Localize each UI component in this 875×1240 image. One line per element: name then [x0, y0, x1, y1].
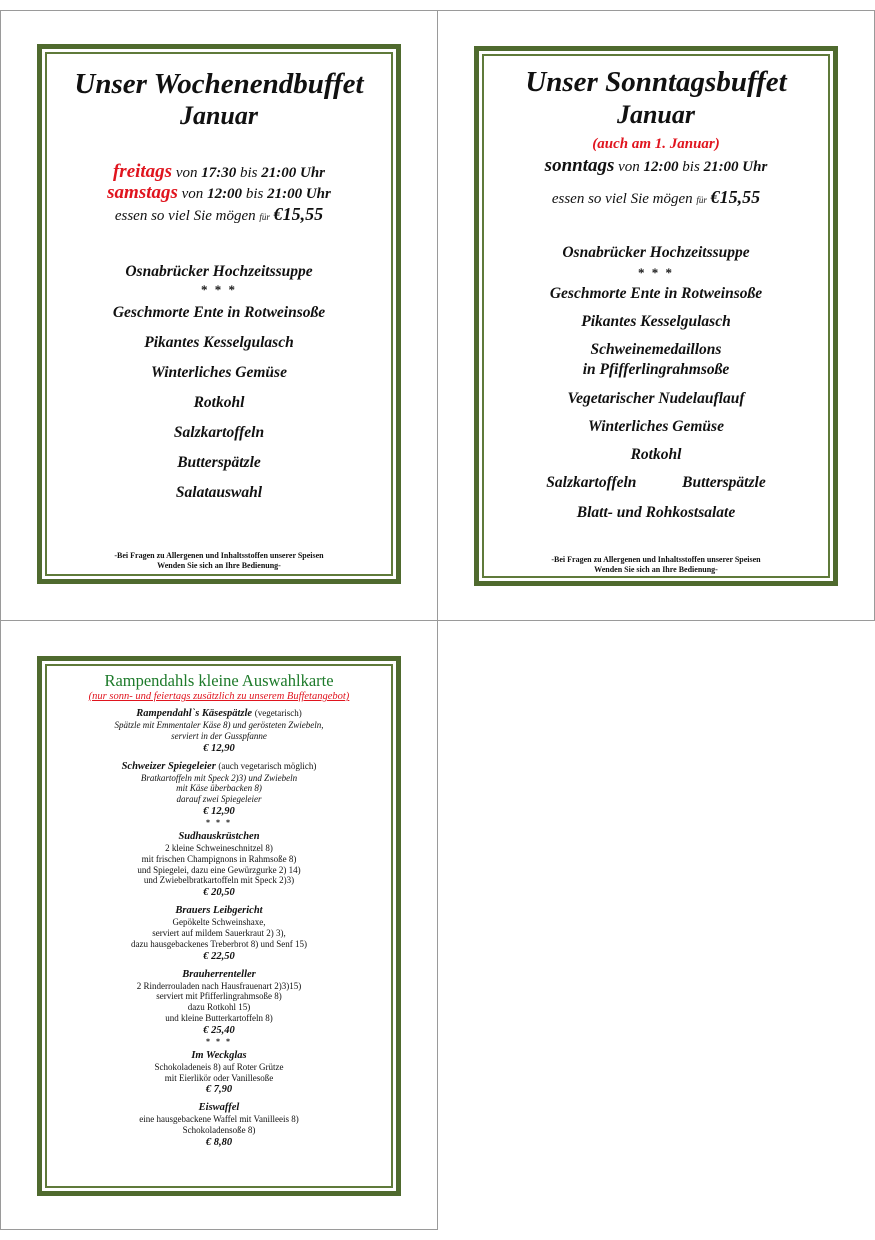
- sunday-dish-gemuese: Winterliches Gemüse: [588, 418, 724, 435]
- sunday-dish-beilagen: [487, 473, 825, 492]
- price: € 8,80: [205, 1136, 233, 1148]
- sunday-dish-salzkartoffeln: Salzkartoffeln: [546, 474, 637, 491]
- menu-item-brauers-leibgericht: Brauers Leibgericht Gepökelte Schweinshaxe, serviert auf mildem Sauerkraut 2) 3), dazu hausgebackenes Treberbrot 8) und Senf 15) € 22,50: [50, 904, 388, 962]
- sunday-price-line: essen so viel Sie mögen für €15,55: [551, 187, 761, 207]
- menu-item-sudhauskruestchen: Sudhauskrüstchen 2 kleine Schweineschnitzel 8) mit frischen Champignons in Rahmsoße 8) und Spiegelei, dazu eine Gewürzgurke 2) 14) und Zwiebelbratkartoffeln mit Speck 2)3) € 20,50: [50, 830, 388, 899]
- sunday-dish-gulasch: Pikantes Kesselgulasch: [581, 313, 731, 330]
- sunday-title: Unser Sonntagsbuffet: [525, 66, 787, 98]
- sunday-dish-medaillons-sauce: in Pfifferlingrahmsoße: [582, 361, 730, 378]
- menu-item-brauherrenteller: Brauherrenteller 2 Rinderrouladen nach Hausfrauenart 2)3)15) serviert mit Pfifferlingrahmsoße 8) dazu Rotkohl 15) und kleine Butterkartoffeln 8) € 25,40: [50, 968, 388, 1037]
- sunday-dish-salate: Blatt- und Rohkostsalate: [576, 504, 736, 521]
- weekend-stars: * * *: [201, 282, 237, 297]
- menu-item-kaesespaetzle: Rampendahl`s Käsespätzle (vegetarisch) Spätzle mit Emmentaler Käse 8) und gerösteten Zwiebeln, serviert in der Gusspfanne € 12,90: [50, 707, 388, 755]
- weekend-dish: Salatauswahl: [175, 484, 263, 501]
- weekend-dish: Salzkartoffeln: [173, 424, 265, 441]
- auswahlkarte-card: [37, 656, 401, 1196]
- sunday-stars: * * *: [638, 265, 674, 280]
- price: € 25,40: [203, 1024, 235, 1036]
- menu-item-weckglas: Im Weckglas Schokoladeneis 8) auf Roter Grütze mit Eierlikör oder Vanillesoße € 7,90: [50, 1049, 388, 1097]
- weekend-month: Januar: [179, 101, 259, 130]
- price: € 12,90: [203, 742, 235, 754]
- price: € 7,90: [205, 1084, 233, 1096]
- sunday-dish-butterspaetzle: Butterspätzle: [682, 474, 766, 491]
- sunday-also-note: (auch am 1. Januar): [592, 136, 720, 152]
- menu-item-spiegeleier: Schweizer Spiegeleier (auch vegetarisch möglich) Bratkartoffeln mit Speck 2)3) und Zwiebeln mit Käse überbacken 8) darauf zwei Spiegeleier € 12,90: [50, 760, 388, 818]
- menu-item-eiswaffel: Eiswaffel eine hausgebackene Waffel mit Vanilleeis 8) Schokoladensoße 8) € 8,80: [50, 1101, 388, 1149]
- sunday-dish-soup: Osnabrücker Hochzeitssuppe: [562, 244, 750, 261]
- sunday-dish-nudelauflauf: Vegetarischer Nudelauflauf: [567, 390, 745, 407]
- sunday-buffet-card: [474, 46, 838, 586]
- weekend-dish: Winterliches Gemüse: [151, 364, 287, 381]
- karte-stars: * * *: [206, 817, 232, 827]
- sunday-allergen-note-2: Wenden Sie sich an Ihre Bedienung-: [594, 565, 718, 574]
- weekend-dish: Pikantes Kesselgulasch: [144, 334, 294, 351]
- price: € 22,50: [203, 950, 235, 962]
- sunday-dish-medaillons: Schweinemedaillons: [590, 341, 722, 358]
- sunday-month: Januar: [616, 100, 696, 129]
- weekend-allergen-note-2: Wenden Sie sich an Ihre Bedienung-: [157, 561, 281, 570]
- weekend-buffet-card: [37, 44, 401, 584]
- price: € 12,90: [203, 805, 235, 817]
- sunday-dish-ente: Geschmorte Ente in Rotweinsoße: [549, 285, 763, 302]
- auswahlkarte-subtitle: (nur sonn- und feiertags zusätzlich zu unserem Buffetangebot): [88, 691, 350, 702]
- weekend-dish: Butterspätzle: [177, 454, 261, 471]
- weekend-title: Unser Wochenendbuffet: [74, 68, 364, 100]
- weekend-schedule-friday: freitags von 17:30 bis 21:00 Uhr: [112, 161, 326, 182]
- weekend-dish: Rotkohl: [193, 394, 245, 411]
- price: € 20,50: [203, 887, 235, 899]
- sunday-schedule: sonntags von 12:00 bis 21:00 Uhr: [544, 155, 768, 176]
- sunday-allergen-note-1: -Bei Fragen zu Allergenen und Inhaltsstoffen unserer Speisen: [551, 555, 761, 564]
- weekend-schedule-saturday: samstags von 12:00 bis 21:00 Uhr: [107, 182, 331, 203]
- weekend-price-line: essen so viel Sie mögen für €15,55: [114, 204, 324, 224]
- weekend-allergen-note-1: -Bei Fragen zu Allergenen und Inhaltsstoffen unserer Speisen: [114, 551, 324, 560]
- karte-stars: * * *: [206, 1036, 232, 1046]
- sunday-dish-rotkohl: Rotkohl: [630, 446, 682, 463]
- weekend-dish: Osnabrücker Hochzeitssuppe: [125, 263, 313, 280]
- weekend-dish: Geschmorte Ente in Rotweinsoße: [112, 304, 326, 321]
- auswahlkarte-title: Rampendahls kleine Auswahlkarte: [104, 671, 334, 690]
